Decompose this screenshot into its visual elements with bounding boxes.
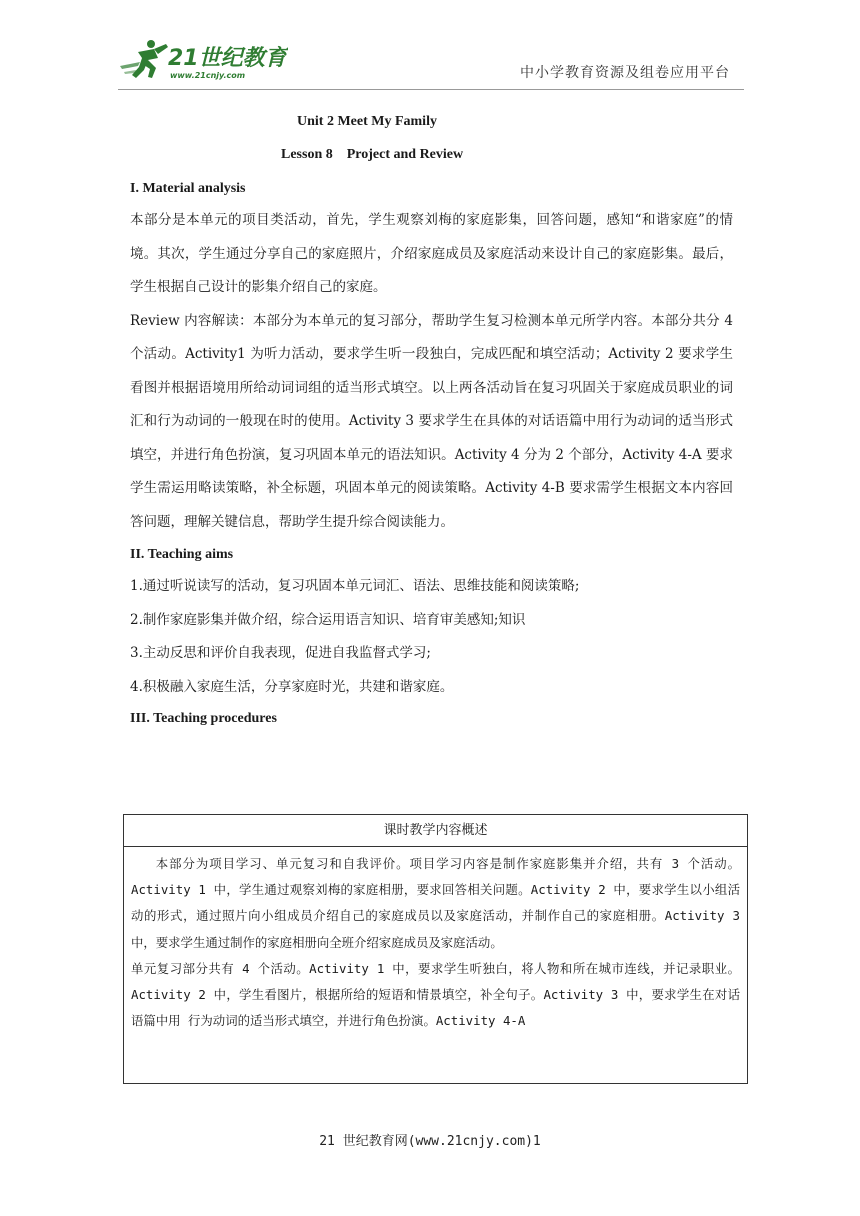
aim-item: 1.通过听说读写的活动，复习巩固本单元词汇、语法、思维技能和阅读策略; bbox=[130, 578, 580, 594]
page-footer: 21 世纪教育网(www.21cnjy.com)1 bbox=[319, 1134, 541, 1149]
project-overview-paragraph: 本部分为项目学习、单元复习和自我评价。项目学习内容是制作家庭影集并介绍，共有 3 个活动。Activity 1 中，学生通过观察刘梅的家庭相册，要求回答相关问题。Activity 2 中，要求学生以小组活动的形式，通过照片向小组成员介绍自己的家庭成员以及家庭活动，并制作自己的家庭相册。Activity 3 中，要求学生通过制作的家庭相册向全班介绍家庭成员及家庭活动。 bbox=[131, 856, 740, 950]
svg-text:21世纪教育: 21世纪教育 bbox=[168, 46, 287, 71]
header-divider bbox=[118, 89, 744, 90]
material-paragraph: 本部分是本单元的项目类活动，首先，学生观察刘梅的家庭影集，回答问题，感知“和谐家庭”的情境。其次，学生通过分享自己的家庭照片，介绍家庭成员及家庭活动来设计自己的家庭影集。最后，学生根据自己设计的影集介绍自己的家庭。 bbox=[130, 212, 733, 295]
aim-item: 4.积极融入家庭生活，分享家庭时光，共建和谐家庭。 bbox=[130, 678, 454, 695]
platform-name: 中小学教育资源及组卷应用平台 bbox=[520, 65, 730, 81]
section-heading-material-analysis: I. Material analysis bbox=[130, 181, 246, 196]
review-overview-paragraph: 单元复习部分共有 4 个活动。Activity 1 中，要求学生听独白，将人物和所在城市连线，并记录职业。Activity 2 中，学生看图片，根据所给的短语和情景填空，补全句子。Activity 3 中，要求学生在对话语篇中用 行为动词的适当形式填空，并进行角色扮演。Activity 4-A bbox=[131, 960, 740, 1029]
section-heading-teaching-procedures: III. Teaching procedures bbox=[130, 711, 277, 726]
unit-title: Unit 2 Meet My Family bbox=[297, 114, 437, 129]
document-body bbox=[130, 178, 733, 730]
aim-item: 2.制作家庭影集并做介绍，综合运用语言知识、培育审美感知;知识 bbox=[130, 611, 526, 628]
aim-item: 3.主动反思和评价自我表现，促进自我监督式学习; bbox=[130, 645, 431, 661]
table-header: 课时教学内容概述 bbox=[124, 815, 747, 847]
review-paragraph: Review 内容解读：本部分为本单元的复习部分，帮助学生复习检测本单元所学内容。本部分共分 4 个活动。Activity1 为听力活动，要求学生听一段独白，完成匹配和填空活动；Activity 2 要求学生看图并根据语境用所给动词词组的适当形式填空。以上两各活动旨在复习巩固关于家庭成员职业的词汇和行为动词的一般现在时的使用。Activity 3 要求学生在具体的对话语篇中用行为动词的适当形式填空，并进行角色扮演，复习巩固本单元的语法知识。Activity 4 分为 2 个部分，Activity 4-A 要求学生需运用略读策略，补全标题，巩固本单元的阅读策略。Activity 4-B 要求需学生根据文本内容回答问题，理解关键信息，帮助学生提升综合阅读能力。 bbox=[130, 312, 733, 530]
section-heading-teaching-aims: II. Teaching aims bbox=[130, 547, 234, 562]
lesson-title: Lesson 8 Project and Review bbox=[281, 147, 464, 162]
page-header bbox=[0, 0, 860, 90]
teaching-aims-list bbox=[130, 570, 733, 704]
table-cell bbox=[124, 847, 747, 1034]
svg-text:www.21cnjy.com: www.21cnjy.com bbox=[170, 71, 246, 80]
site-logo bbox=[118, 38, 288, 82]
content-overview-table bbox=[123, 814, 748, 1084]
